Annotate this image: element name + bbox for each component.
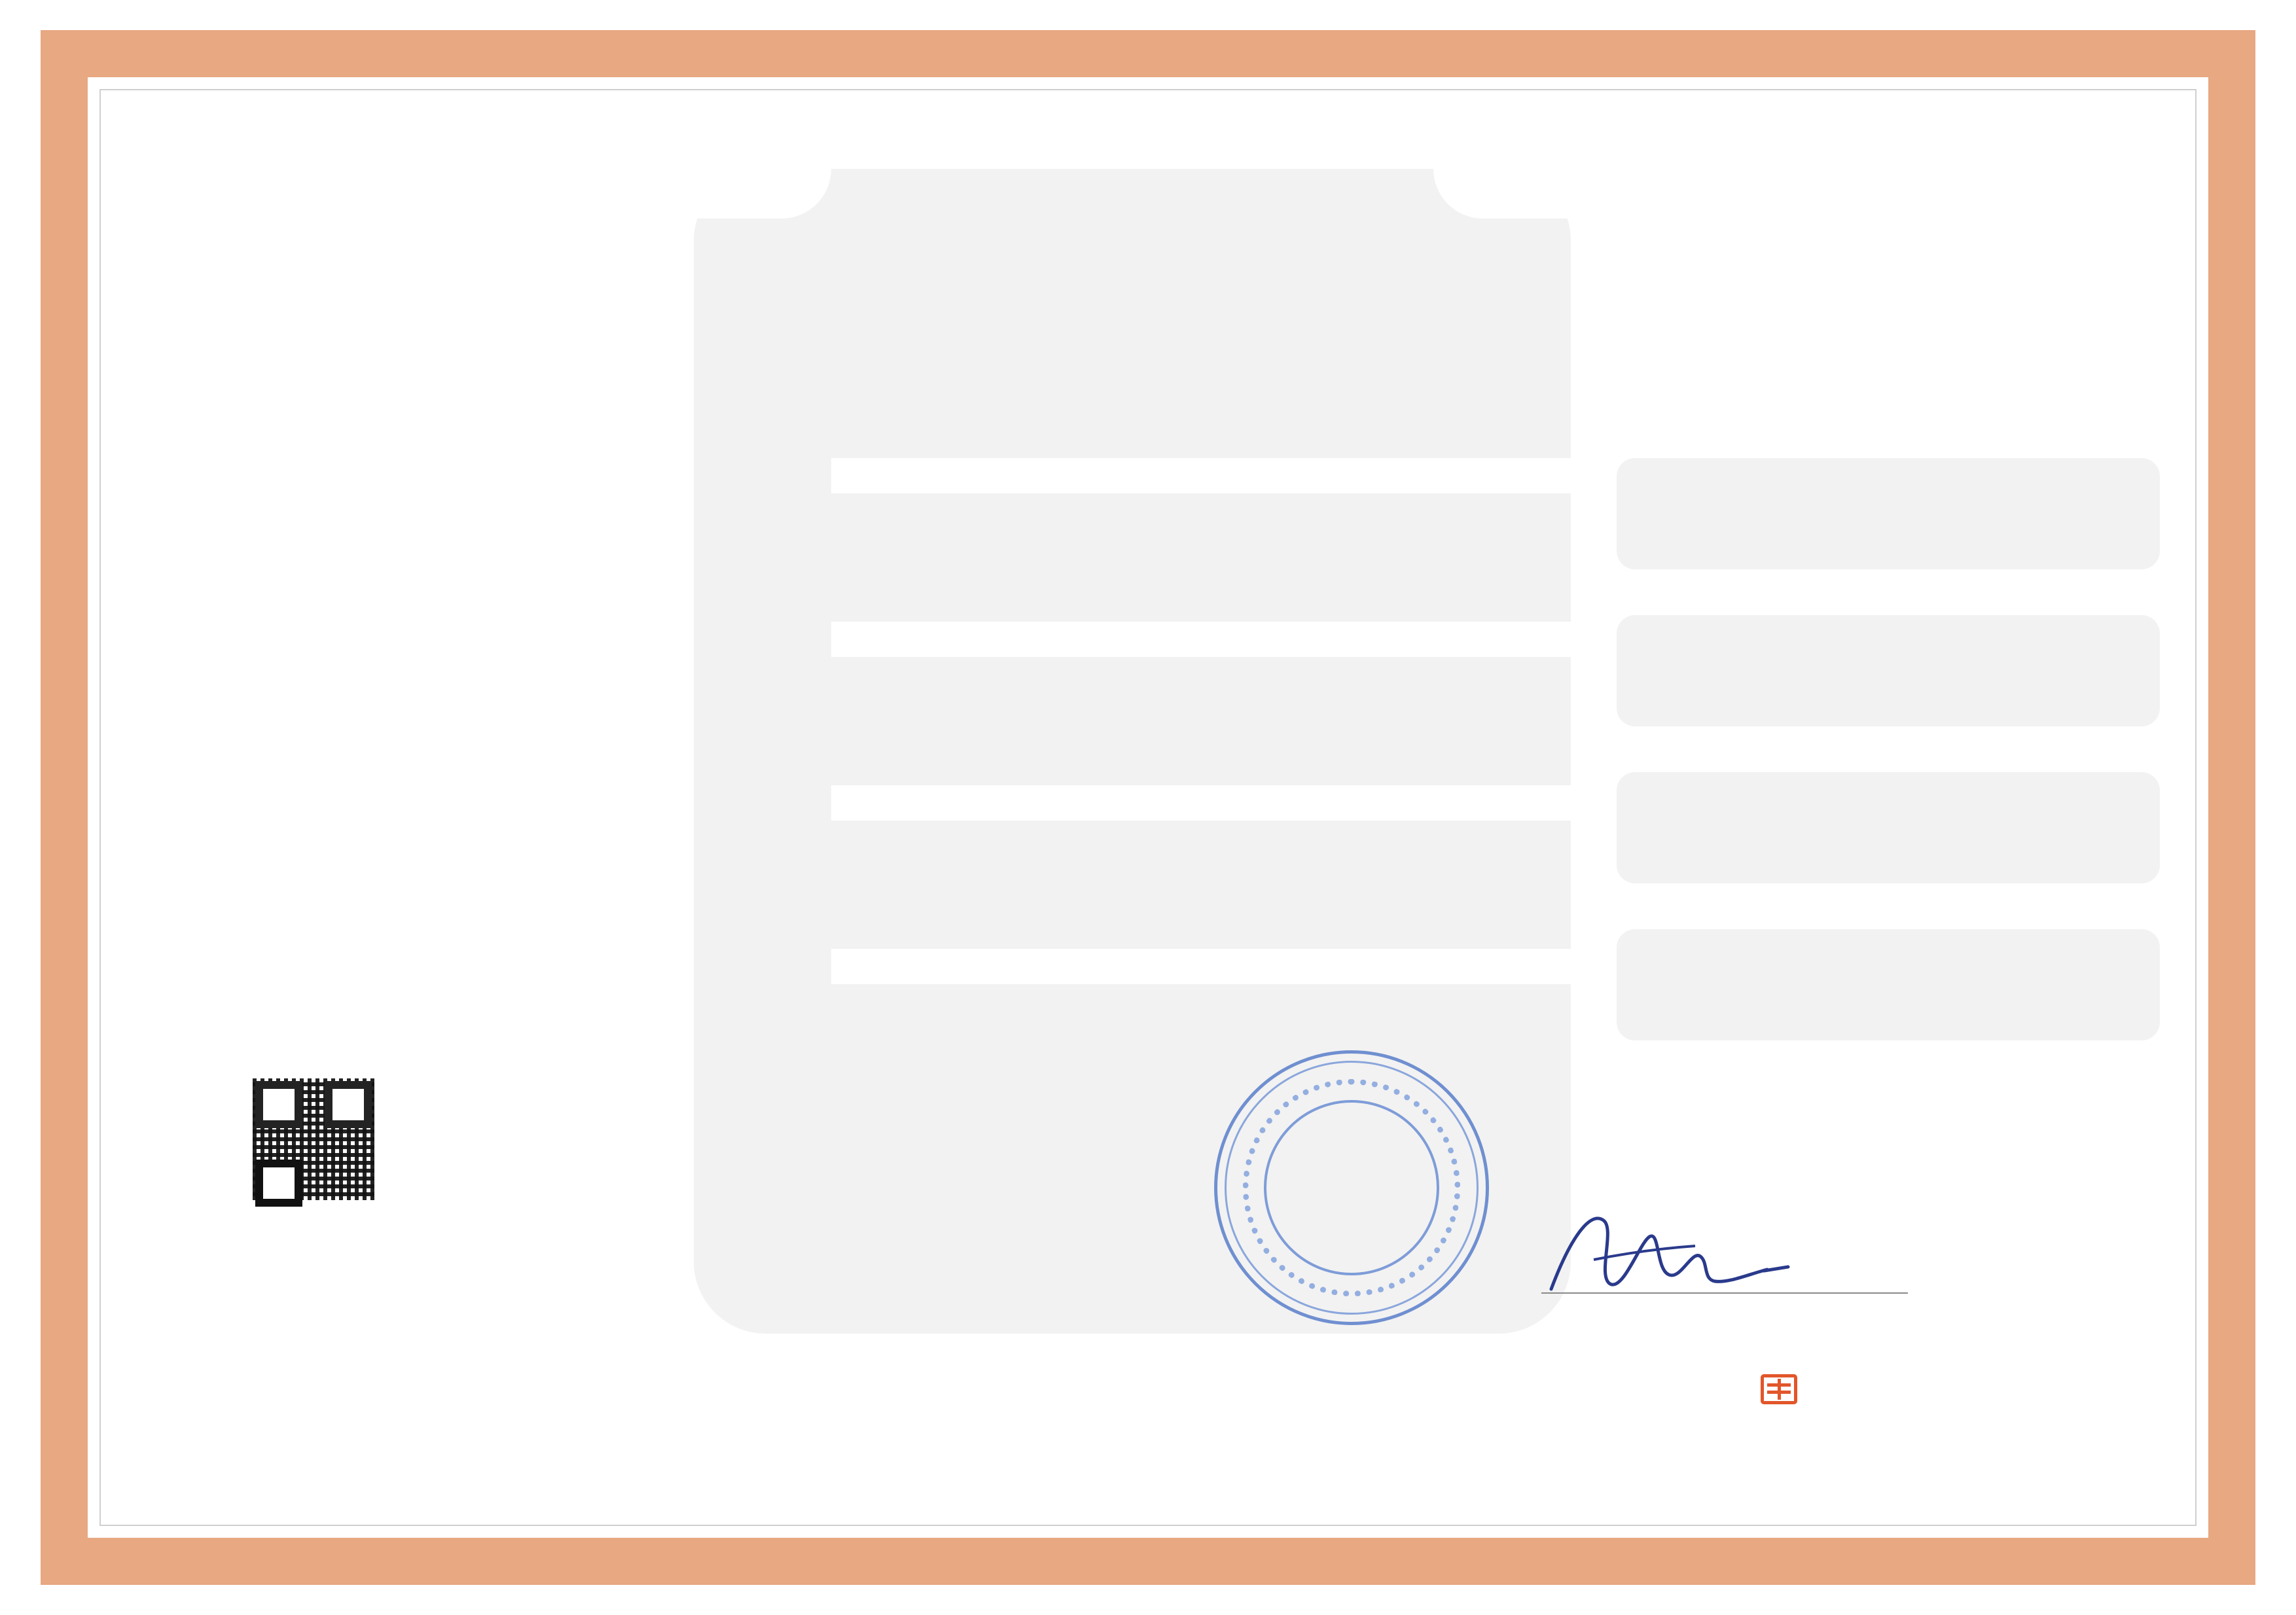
- document-meta: [397, 1081, 525, 1105]
- stamp-circular-text: [1214, 1050, 1489, 1325]
- qr-corner-icon: [255, 1160, 302, 1207]
- company-stamp: [1214, 1050, 1489, 1325]
- book-icon: [1761, 1374, 1797, 1404]
- brand-logo: [1761, 1374, 1810, 1404]
- signature-line: [1541, 1292, 1908, 1294]
